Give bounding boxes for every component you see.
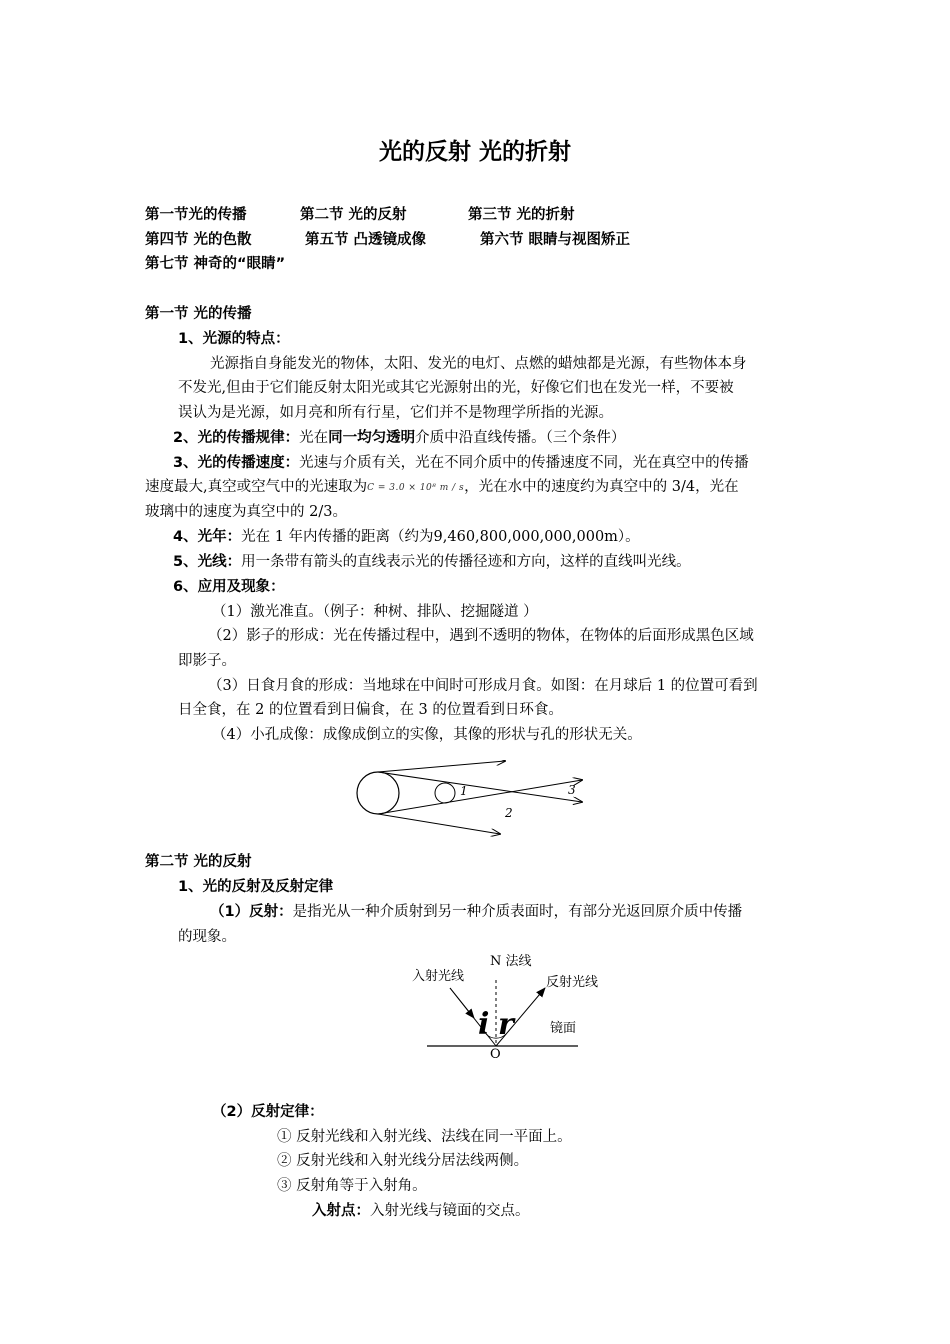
application-1: （1）激光准直。（例子：种树、排队、挖掘隧道 ） (212, 604, 538, 620)
reflection-law-heading: 1、光的反射及反射定律 (178, 879, 334, 895)
incident-label: 入射光线 (412, 969, 465, 984)
normal-label: N 法线 (490, 954, 532, 969)
application-2-line-2: 即影子。 (178, 653, 236, 669)
light-source-heading: 1、光源的特点： (178, 331, 290, 347)
incidence-point-heading: 入射点： (312, 1203, 370, 1219)
toc-section-2: 第二节 光的反射 (300, 207, 407, 223)
reflection-angle-label: r (498, 1007, 514, 1042)
light-ray-line (173, 550, 691, 571)
law-item-2: ② 反射光线和入射光线分居法线两侧。 (277, 1153, 529, 1169)
speed-text-1: 光速与介质有关，光在不同介质中的传播速度不同，光在真空中的传播 (299, 455, 749, 471)
reflection-def-line-1 (210, 900, 742, 921)
light-year-line (173, 525, 640, 546)
ray-upper-outer (378, 761, 505, 772)
eclipse-label-3: 3 (568, 783, 576, 797)
light-ray-text: 用一条带有箭头的直线表示光的传播径迹和方向，这样的直线叫光线。 (241, 554, 691, 570)
eclipse-label-1: 1 (460, 784, 468, 798)
speed-text-2b: ，光在水中的速度约为真空中的 3/4，光在 (464, 479, 739, 495)
light-ray-heading: 5、光线： (173, 554, 242, 570)
section1-heading: 第一节 光的传播 (145, 306, 252, 322)
speed-heading: 3、光的传播速度： (173, 455, 300, 471)
mirror-label: 镜面 (550, 1021, 577, 1036)
law-item-3: ③ 反射角等于入射角。 (277, 1178, 427, 1194)
speed-line-2 (145, 475, 739, 496)
law-item-1: ① 反射光线和入射光线、法线在同一平面上。 (277, 1129, 572, 1145)
toc-section-4: 第四节 光的色散 (145, 232, 252, 248)
application-2-line-1: （2）影子的形成：光在传播过程中，遇到不透明的物体，在物体的后面形成黑色区域 (208, 628, 754, 644)
toc-section-7: 第七节 神奇的“眼睛” (145, 256, 286, 272)
page-title: 光的反射 光的折射 (378, 139, 571, 165)
toc-section-1: 第一节光的传播 (145, 207, 247, 223)
application-4: （4）小孔成像：成像成倒立的实像，其像的形状与孔的形状无关。 (212, 727, 642, 743)
toc-section-6: 第六节 眼睛与视图矫正 (480, 232, 631, 248)
incidence-point-line (312, 1199, 530, 1220)
speed-text-3: 玻璃中的速度为真空中的 2/3。 (145, 504, 347, 520)
propagation-rule-text-a: 光在 (299, 430, 329, 446)
incidence-angle-label: i (478, 1007, 490, 1042)
application-3-line-2: 日全食，在 2 的位置看到日偏食，在 3 的位置看到日环食。 (178, 702, 563, 718)
speed-line-1 (173, 451, 749, 472)
eclipse-label-2: 2 (505, 806, 513, 820)
ray-lower-outer (378, 814, 500, 834)
reflection-def-text-1: 是指光从一种介质射到另一种介质表面时，有部分光返回原介质中传播 (292, 904, 743, 920)
reflection-def-heading: （1）反射： (210, 904, 293, 920)
speed-text-2a: 速度最大,真空或空气中的光速取为 (145, 479, 368, 495)
light-source-text-1: 光源指自身能发光的物体，太阳、发光的电灯、点燃的蜡烛都是光源，有些物体本身 (210, 356, 747, 372)
propagation-rule-emphasis: 同一均匀透明 (328, 430, 416, 446)
section2-heading: 第二节 光的反射 (145, 854, 252, 870)
toc-section-5: 第五节 凸透镜成像 (305, 232, 427, 248)
light-year-text: 光在 1 年内传播的距离（约为9,460,800,000,000,000m）。 (241, 529, 640, 545)
light-source-text-2: 不发光,但由于它们能反射太阳光或其它光源射出的光，好像它们也在发光一样，不要被 (178, 380, 734, 396)
sun-circle (357, 772, 399, 814)
applications-heading: 6、应用及现象： (173, 579, 285, 595)
law-heading: （2）反射定律： (212, 1104, 324, 1120)
propagation-rule-heading: 2、光的传播规律： (173, 430, 300, 446)
reflection-def-text-2: 的现象。 (178, 929, 236, 945)
application-3-line-1: （3）日食月食的形成：当地球在中间时可形成月食。如图：在月球后 1 的位置可看到 (208, 678, 758, 694)
propagation-rule (173, 426, 625, 447)
incidence-point-text: 入射光线与镜面的交点。 (370, 1203, 530, 1219)
moon-circle (435, 783, 455, 803)
toc-section-3: 第三节 光的折射 (468, 207, 575, 223)
light-year-heading: 4、光年： (173, 529, 242, 545)
incident-arrow (450, 988, 474, 1018)
reflected-label: 反射光线 (546, 975, 599, 990)
reflection-diagram (400, 948, 600, 1063)
light-source-text-3: 误认为是光源，如月亮和所有行星，它们并不是物理学所指的光源。 (178, 405, 613, 421)
origin-label: O (490, 1047, 501, 1062)
eclipse-diagram (350, 760, 600, 840)
light-speed-formula: C = 3.0 × 10⁸ m / s (367, 483, 465, 493)
propagation-rule-text-b: 介质中沿直线传播。（三个条件） (415, 430, 626, 446)
